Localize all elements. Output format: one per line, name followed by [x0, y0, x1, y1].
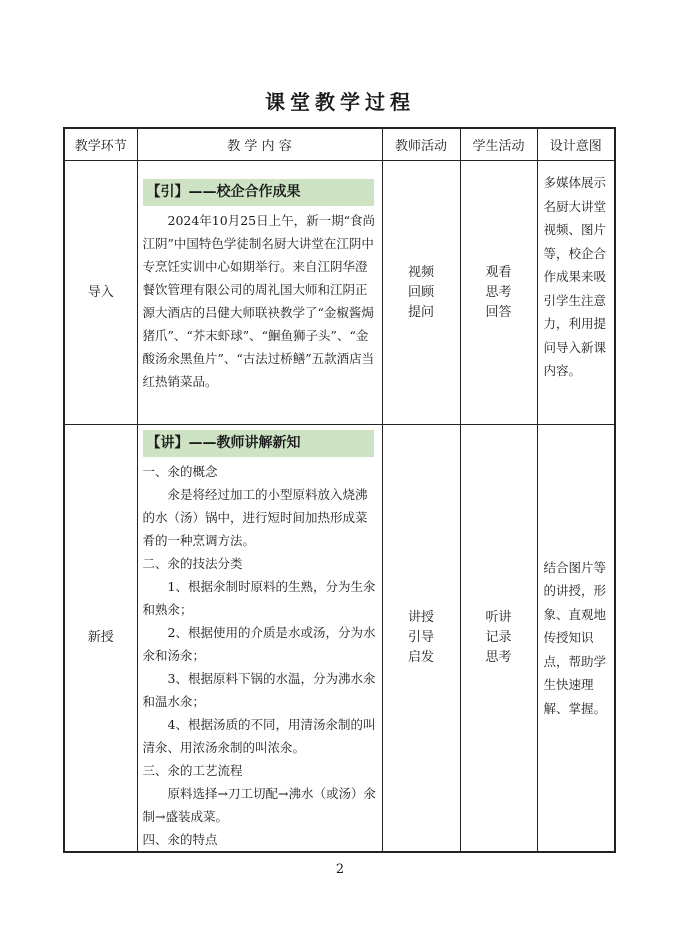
student-activity-item: 回答	[485, 304, 512, 320]
stage-cell: 导入	[64, 161, 137, 425]
teacher-activity-cell	[382, 425, 460, 853]
student-activity-cell	[460, 161, 537, 425]
content-line: 2、根据使用的介质是水或汤，分为水氽和汤氽；	[142, 625, 376, 663]
teacher-activity-cell	[382, 161, 460, 425]
header-design-intent: 设计意图	[537, 128, 615, 161]
content-line: 一、氽的概念	[142, 464, 218, 479]
content-line: 4、根据汤质的不同，用清汤氽制的叫清氽、用浓汤氽制的叫浓氽。	[142, 717, 376, 755]
teacher-activity-item: 回顾	[407, 284, 434, 300]
table-row	[64, 161, 615, 425]
design-intent-cell: 多媒体展示名厨大讲堂视频、图片等，校企合作成果来吸引学生注意力，利用提问导入新课内容。	[537, 161, 615, 425]
table-header-row	[64, 128, 615, 161]
header-content: 教 学 内 容	[137, 128, 382, 161]
design-intent-cell: 结合图片等的讲授，形象、直观地传授知识点，帮助学生快速理解、掌握。	[537, 425, 615, 853]
page-title: 课堂教学过程	[265, 90, 415, 114]
section-banner: 【引】——校企合作成果	[143, 179, 374, 206]
content-line: 四、氽的特点	[142, 832, 218, 847]
content-line: 二、氽的技法分类	[142, 556, 243, 571]
student-activity-item: 听讲	[485, 610, 512, 625]
content-paragraph: 2024年10月25日上午，新一期“食尚江阴”中国特色学徒制名厨大讲堂在江阴中专烹饪实训中心如期举行。来自江阴华澄餐饮管理有限公司的周礼国大师和江阴正源大酒店的吕健大师联袂教学了“金椒酱焗猪爪”、“芥末虾球”、“鮰鱼狮子头”、“金酸汤氽黑鱼片”、“古法过桥鳝”五款酒店当红热销菜品。	[142, 213, 376, 389]
teacher-activity-item: 视频	[407, 264, 434, 280]
student-activity-cell	[460, 425, 537, 853]
header-teacher-activity: 教师活动	[382, 128, 460, 161]
table-row	[64, 425, 615, 853]
content-line: 氽是将经过加工的小型原料放入烧沸的水（汤）锅中，进行短时间加热形成菜肴的一种烹调方法。	[142, 487, 368, 548]
stage-cell: 新授	[64, 425, 137, 853]
header-stage: 教学环节	[64, 128, 137, 161]
content-line: 3、根据原料下锅的水温，分为沸水氽和温水氽；	[142, 671, 376, 709]
student-activity-item: 观看	[485, 264, 512, 280]
teacher-activity-item: 讲授	[407, 610, 434, 625]
content-line: 原料选择→刀工切配→沸水（或汤）氽制→盛装成菜。	[142, 786, 376, 824]
header-student-activity: 学生活动	[460, 128, 537, 161]
content-cell	[137, 161, 382, 425]
student-activity-item: 思考	[485, 284, 512, 300]
teacher-activity-item: 引导	[407, 630, 434, 645]
content-line: 三、氽的工艺流程	[142, 763, 243, 778]
page-number: 2	[335, 862, 345, 877]
teacher-activity-item: 提问	[407, 304, 434, 320]
teacher-activity-item: 启发	[407, 650, 434, 665]
lesson-process-table	[63, 127, 616, 853]
content-cell	[137, 425, 382, 853]
student-activity-item: 思考	[485, 650, 512, 665]
student-activity-item: 记录	[485, 630, 512, 645]
content-line: 1、根据氽制时原料的生熟，分为生氽和熟氽；	[142, 579, 376, 617]
section-banner: 【讲】——教师讲解新知	[143, 430, 374, 457]
